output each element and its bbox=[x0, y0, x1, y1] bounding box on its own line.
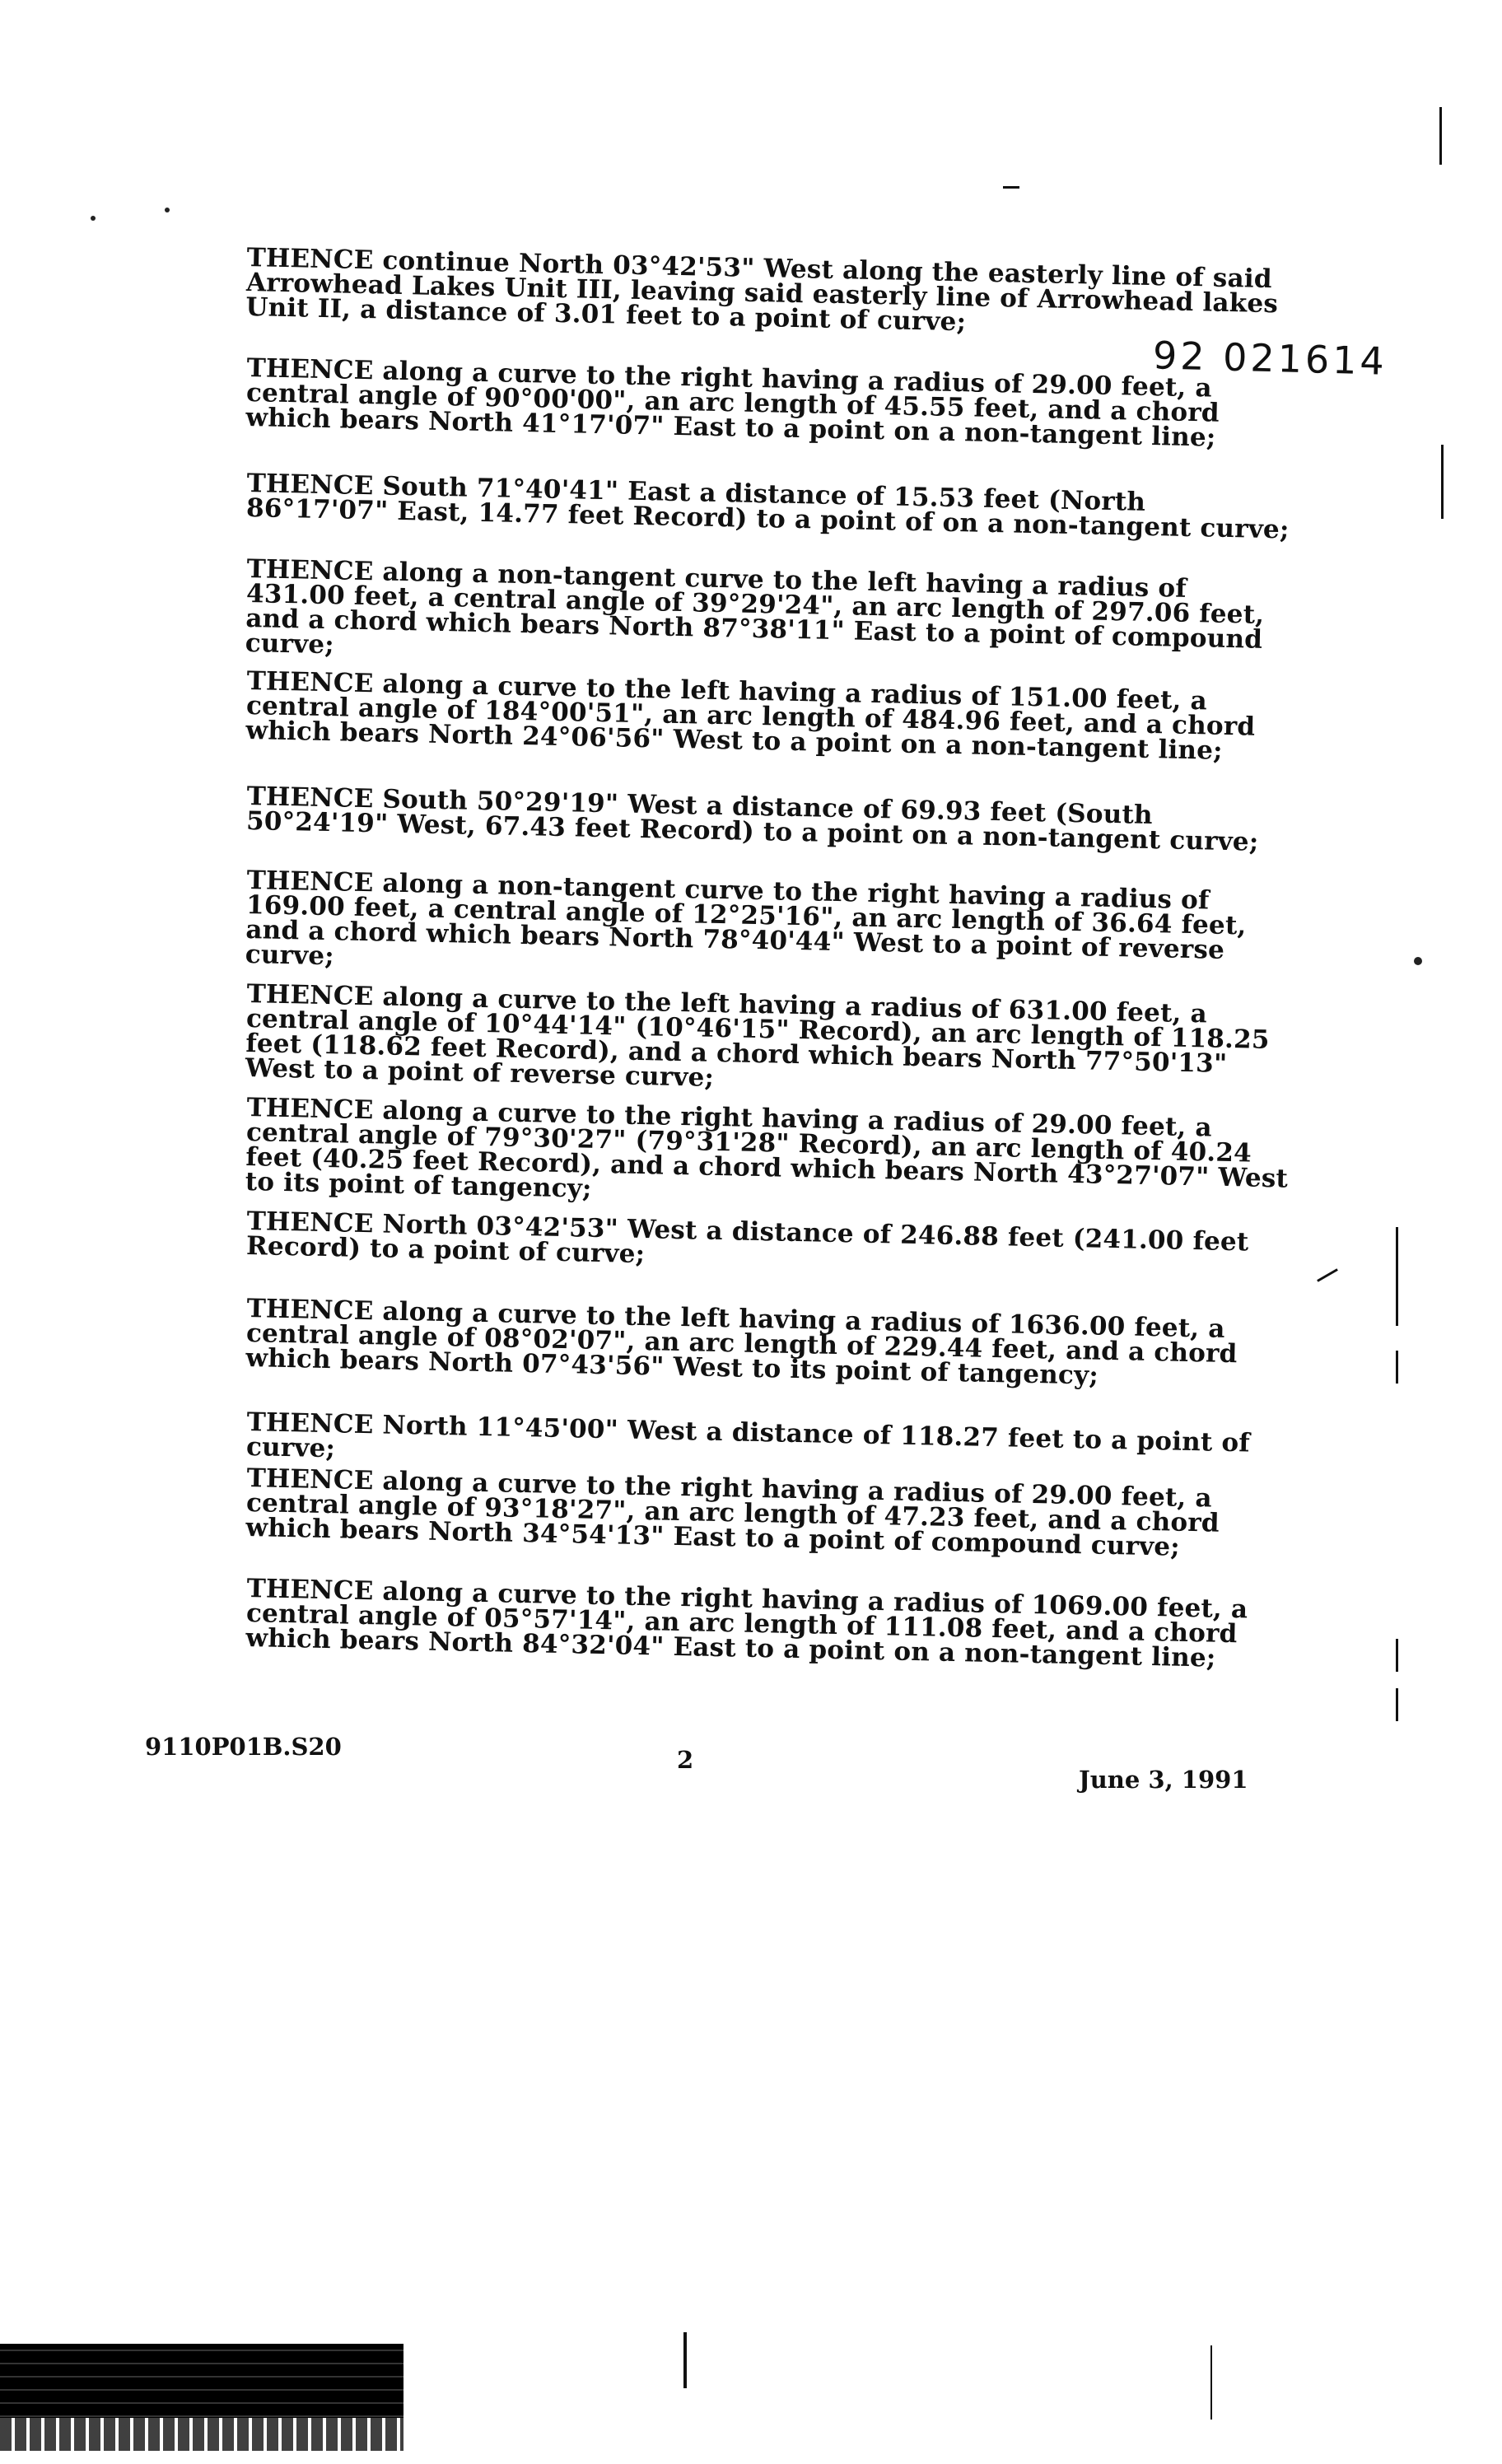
scan-line-artifact bbox=[1396, 1688, 1398, 1721]
legal-paragraph: THENCE along a curve to the left having a radius of 151.00 feet, a central angle of 184°00'51", an arc length of 484.96 feet, and a chord which bears North 24°06'56" West to a point on a non-tangent line; bbox=[245, 666, 1256, 766]
footer-date: June 3, 1991 bbox=[1079, 1766, 1248, 1794]
scan-line-artifact bbox=[1396, 1639, 1398, 1672]
scan-line-artifact bbox=[1003, 186, 1019, 189]
legal-paragraph: THENCE along a curve to the left having a radius of 1636.00 feet, a central angle of 08°02'07", an arc length of 229.44 feet, and a chord which bears North 07°43'56" West to its point of tangency; bbox=[245, 1294, 1238, 1391]
scan-speck bbox=[165, 208, 170, 212]
scan-line-artifact bbox=[1439, 107, 1442, 165]
legal-paragraph: THENCE along a non-tangent curve to the left having a radius of 431.00 feet, a central angle of 39°29'24", an arc length of 297.06 feet, and a chord which bears North 87°38'11" East to a point of compound curve; bbox=[245, 554, 1265, 660]
scan-speck bbox=[1414, 957, 1422, 965]
legal-paragraph: THENCE along a curve to the right having a radius of 29.00 feet, a central angle of 93°18'27", an arc length of 47.23 feet, and a chord which bears North 34°54'13" East to a point of compound curve; bbox=[245, 1463, 1220, 1562]
legal-paragraph: THENCE along a curve to the right having a radius of 29.00 feet, a central angle of 79°30'27" (79°31'28" Record), an arc length of 40.24 feet (40.25 feet Record), and a chord which bears North 43°27'07" West to its point of tangency; bbox=[245, 1093, 1289, 1204]
scan-speck bbox=[91, 216, 96, 221]
scan-line-artifact bbox=[683, 2332, 687, 2388]
scan-line-artifact bbox=[1317, 1268, 1338, 1282]
legal-paragraph: THENCE along a curve to the left having a radius of 631.00 feet, a central angle of 10°44'14" (10°46'15" Record), an arc length of 118.25 feet (118.62 feet Record), and a chord which bears North 77°50'13" West to a point of reverse curve; bbox=[245, 979, 1271, 1093]
legal-paragraph: THENCE along a curve to the right having a radius of 1069.00 feet, a central angle of 05°57'14", an arc length of 111.08 feet, and a chord which bears North 84°32'04" East to a point on a non-tangent line; bbox=[245, 1574, 1248, 1673]
legal-paragraph: THENCE along a curve to the right having a radius of 29.00 feet, a central angle of 90°00'00", an arc length of 45.55 feet, and a chord which bears North 41°17'07" East to a point on a non-tangent line; bbox=[245, 353, 1220, 453]
recording-number: 92 021614 bbox=[1152, 333, 1388, 384]
scan-edge-artifact bbox=[0, 2418, 403, 2451]
footer-file-code: 9110P01B.S20 bbox=[145, 1733, 342, 1761]
scan-line-artifact bbox=[1441, 445, 1444, 519]
legal-paragraph: THENCE South 71°40'41" East a distance of 15.53 feet (North 86°17'07" East, 14.77 feet Record) to a point of on a non-tangent curve; bbox=[245, 469, 1290, 545]
scan-line-artifact bbox=[1396, 1227, 1398, 1326]
legal-paragraph: THENCE along a non-tangent curve to the right having a radius of 169.00 feet, a central angle of 12°25'16", an arc length of 36.64 feet, and a chord which bears North 78°40'44" West to a point of reverse curve; bbox=[245, 866, 1247, 972]
scan-edge-artifact bbox=[0, 2344, 403, 2418]
footer-page-number: 2 bbox=[677, 1746, 694, 1774]
legal-paragraph: THENCE South 50°29'19" West a distance of 69.93 feet (South 50°24'19" West, 67.43 feet Record) to a point on a non-tangent curve; bbox=[245, 782, 1259, 857]
legal-paragraph: THENCE continue North 03°42'53" West along the easterly line of said Arrowhead Lakes Unit III, leaving said easterly line of Arrowhead lakes Unit II, a distance of 3.01 feet to a point of curve; bbox=[245, 243, 1279, 338]
scan-line-artifact bbox=[1210, 2345, 1212, 2420]
scan-line-artifact bbox=[1396, 1351, 1398, 1384]
legal-paragraph: THENCE North 11°45'00" West a distance of 118.27 feet to a point of curve; bbox=[245, 1407, 1251, 1464]
legal-paragraph: THENCE North 03°42'53" West a distance of 246.88 feet (241.00 feet Record) to a point of curve; bbox=[245, 1206, 1249, 1270]
